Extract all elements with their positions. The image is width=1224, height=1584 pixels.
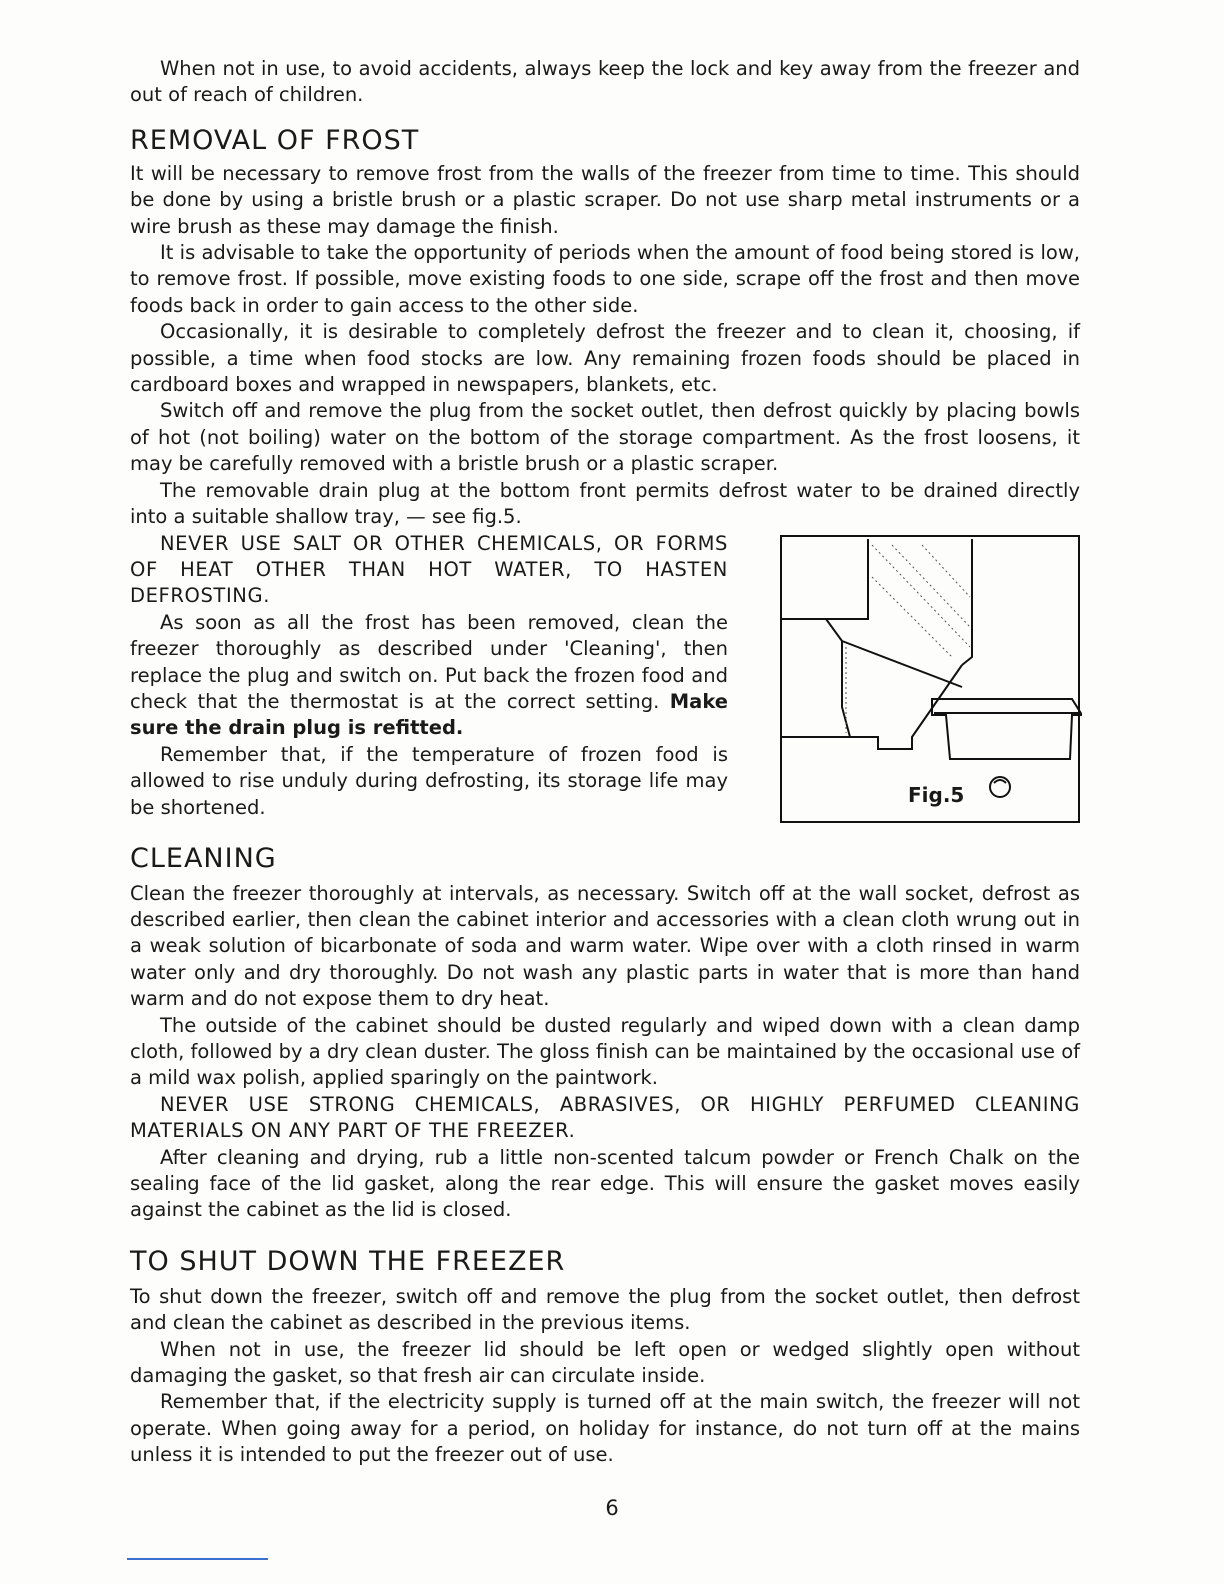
cleaning-paragraph-1: Clean the freezer thoroughly at intervals, as necessary. Switch off at the wall socket, defrost as described earlier, then clean the cabinet interior and accessories with a clean cloth wrung out in a weak solution of bicarbonate of soda and warm water. Wipe over with a cloth rinsed in warm water only and dry thoroughly. Do not wash any plastic parts in water that is more than hand warm and do not expose them to dry heat. xyxy=(130,881,1080,1011)
section-heading-cleaning: CLEANING xyxy=(130,842,277,874)
liner-outline xyxy=(962,539,972,665)
frost-paragraph-6-text: As soon as all the frost has been removed, clean the freezer thoroughly as described under 'Cleaning', then replace the plug and switch on. Put back the frozen food and check that the thermostat is at the correct setting. xyxy=(130,610,728,713)
frost-left-column xyxy=(130,531,728,821)
frost-paragraph-2: It is advisable to take the opportunity of periods when the amount of food being stored is low, to remove frost. If possible, move existing foods to one side, scrape off the frost and then move foods back in order to gain access to the other side. xyxy=(130,241,1080,317)
manual-page xyxy=(130,56,1080,1469)
page-number: 6 xyxy=(605,1496,619,1520)
drain-plug-illustration xyxy=(782,537,1082,825)
frost-paragraph-4: Switch off and remove the plug from the socket outlet, then defrost quickly by placing bowls of hot (not boiling) water on the bottom of the storage compartment. As the frost loosens, it may be carefully removed with a bristle brush or a plastic scraper. xyxy=(130,399,1080,476)
figure-label: Fig.5 xyxy=(908,782,965,807)
frost-paragraph-3: Occasionally, it is desirable to completely defrost the freezer and to clean it, choosing, if possible, a time when food stocks are low. Any remaining frozen foods should be placed in cardboard boxes and wrapped in newspapers, blankets, etc. xyxy=(130,320,1080,397)
bottom-rule xyxy=(127,1558,268,1560)
figure-5-drain-diagram xyxy=(780,535,1080,823)
frost-warning: NEVER USE SALT OR OTHER CHEMICALS, OR FORMS OF HEAT OTHER THAN HOT WATER, TO HASTEN DEFROSTING. xyxy=(130,531,728,608)
frost-paragraph-7: Remember that, if the temperature of frozen food is allowed to rise unduly during defrosting, its storage life may be shortened. xyxy=(130,742,728,819)
frost-paragraph-5: The removable drain plug at the bottom front permits defrost water to be drained directly into a suitable shallow tray, — see fig.5. xyxy=(130,478,1080,529)
section-heading-removal-of-frost: REMOVAL OF FROST xyxy=(130,124,420,156)
drain-plug-reminder: Make sure the drain plug is refitted. xyxy=(130,689,728,740)
section-heading-shut-down: TO SHUT DOWN THE FREEZER xyxy=(130,1245,566,1277)
intro-paragraph: When not in use, to avoid accidents, always keep the lock and key away from the freezer and out of reach of children. xyxy=(130,57,1080,107)
frost-figure-row xyxy=(130,531,1080,823)
shutdown-paragraph-2: When not in use, the freezer lid should be left open or wedged slightly open without damaging the gasket, so that fresh air can circulate inside. xyxy=(130,1337,1080,1387)
shutdown-paragraph-1: To shut down the freezer, switch off and remove the plug from the socket outlet, then defrost and clean the cabinet as described in the previous items. xyxy=(130,1284,1080,1335)
cleaning-paragraph-2: The outside of the cabinet should be dusted regularly and wiped down with a clean damp cloth, followed by a dry clean duster. The gloss finish can be maintained by the occasional use of a mild wax polish, applied sparingly on the paintwork. xyxy=(130,1013,1080,1090)
cleaning-paragraph-3: After cleaning and drying, rub a little non-scented talcum powder or French Chalk on the sealing face of the lid gasket, along the rear edge. This will ensure the gasket moves easily against the cabinet as the lid is closed. xyxy=(130,1145,1080,1222)
frost-paragraph-1: It will be necessary to remove frost from the walls of the freezer from time to time. This should be done by using a bristle brush or a plastic scraper. Do not use sharp metal instruments or a wire brush as these may damage the finish. xyxy=(130,161,1080,238)
cleaning-warning: NEVER USE STRONG CHEMICALS, ABRASIVES, OR HIGHLY PERFUMED CLEANING MATERIALS ON ANY PART OF THE FREEZER. xyxy=(130,1092,1080,1143)
cabinet-wall-outline xyxy=(782,539,868,619)
frost-paragraph-6 xyxy=(130,610,728,742)
shallow-tray-outline xyxy=(932,699,1082,759)
shutdown-paragraph-3: Remember that, if the electricity supply is turned off at the main switch, the freezer will not operate. When going away for a period, on holiday for instance, do not turn off at the mains unless it is intended to put the freezer out of use. xyxy=(130,1390,1080,1467)
